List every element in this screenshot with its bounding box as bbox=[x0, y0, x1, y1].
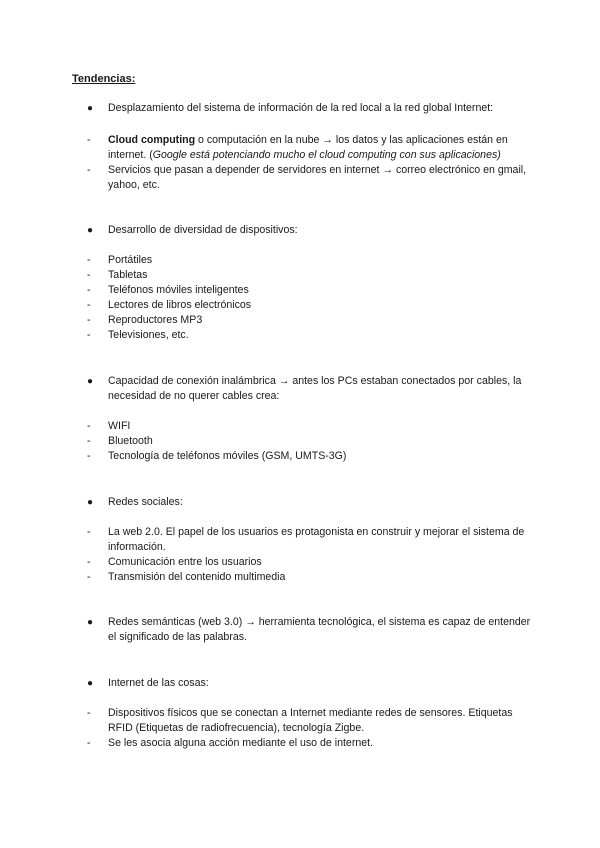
dash-text: Comunicación entre los usuarios bbox=[108, 556, 262, 568]
bullet-dot: ● bbox=[87, 617, 94, 628]
dash-text: Lectores de libros electrónicos bbox=[108, 299, 252, 311]
dash-text: Dispositivos físicos que se conectan a Internet mediante redes de sensores. Etiquetas RFID (Etiquetas de radiofrecuencia), tecnología Zigbe. bbox=[108, 707, 513, 734]
dash-mark: - bbox=[87, 284, 91, 296]
dash-mark: - bbox=[87, 707, 91, 719]
dash-text: Se les asocia alguna acción mediante el uso de internet. bbox=[108, 737, 374, 749]
dash-mark: - bbox=[87, 556, 91, 568]
dash-text bbox=[108, 133, 528, 163]
dash-text: Portátiles bbox=[108, 254, 153, 266]
dash-mark: - bbox=[87, 314, 91, 326]
dash-mark: - bbox=[87, 526, 91, 538]
dash-text: Bluetooth bbox=[108, 435, 153, 447]
dash-mark: - bbox=[87, 737, 91, 749]
dash-text: Reproductores MP3 bbox=[108, 314, 203, 326]
bullet-text: Desarrollo de diversidad de dispositivos: bbox=[108, 224, 298, 236]
bullet-dot: ● bbox=[87, 497, 94, 508]
dash-text: Tabletas bbox=[108, 269, 148, 281]
dash-mark: - bbox=[87, 269, 91, 281]
dash-text: Televisiones, etc. bbox=[108, 329, 189, 341]
bullet-text: Desplazamiento del sistema de información de la red local a la red global Internet: bbox=[108, 102, 494, 114]
dash-text: Servicios que pasan a depender de servidores en internet → correo electrónico en gmail, yahoo, etc. bbox=[108, 164, 527, 191]
bullet-text: Redes sociales: bbox=[108, 496, 183, 508]
bullet-text: Capacidad de conexión inalámbrica → antes los PCs estaban conectados por cables, la necesidad de no querer cables crea: bbox=[108, 375, 522, 402]
dash-text: Teléfonos móviles inteligentes bbox=[108, 284, 249, 296]
dash-mark: - bbox=[87, 134, 91, 146]
dash-mark: - bbox=[87, 435, 91, 447]
dash-mark: - bbox=[87, 420, 91, 432]
dash-mark: - bbox=[87, 164, 91, 176]
dash-text: Tecnología de teléfonos móviles (GSM, UMTS-3G) bbox=[108, 450, 347, 462]
bullet-dot: ● bbox=[87, 103, 94, 114]
dash-mark: - bbox=[87, 329, 91, 341]
bullet-text: Redes semánticas (web 3.0) → herramienta tecnológica, el sistema es capaz de entender el significado de las palabras. bbox=[108, 616, 531, 643]
dash-mark: - bbox=[87, 254, 91, 266]
bullet-text: Internet de las cosas: bbox=[108, 677, 209, 689]
dash-text-rest: o computación en la nube → los datos y las aplicaciones están en internet. ( bbox=[108, 134, 508, 161]
dash-mark: - bbox=[87, 299, 91, 311]
page-heading: Tendencias: bbox=[72, 73, 136, 85]
dash-mark: - bbox=[87, 571, 91, 583]
bullet-dot: ● bbox=[87, 678, 94, 689]
dash-text: Transmisión del contenido multimedia bbox=[108, 571, 286, 583]
dash-text: WIFI bbox=[108, 420, 131, 432]
italic-note: Google está potenciando mucho el cloud computing con sus aplicaciones) bbox=[152, 149, 501, 161]
dash-mark: - bbox=[87, 450, 91, 462]
bold-term: Cloud computing bbox=[108, 134, 196, 146]
bullet-dot: ● bbox=[87, 225, 94, 236]
bullet-dot: ● bbox=[87, 376, 94, 387]
dash-text: La web 2.0. El papel de los usuarios es protagonista en construir y mejorar el sistema de información. bbox=[108, 526, 525, 553]
